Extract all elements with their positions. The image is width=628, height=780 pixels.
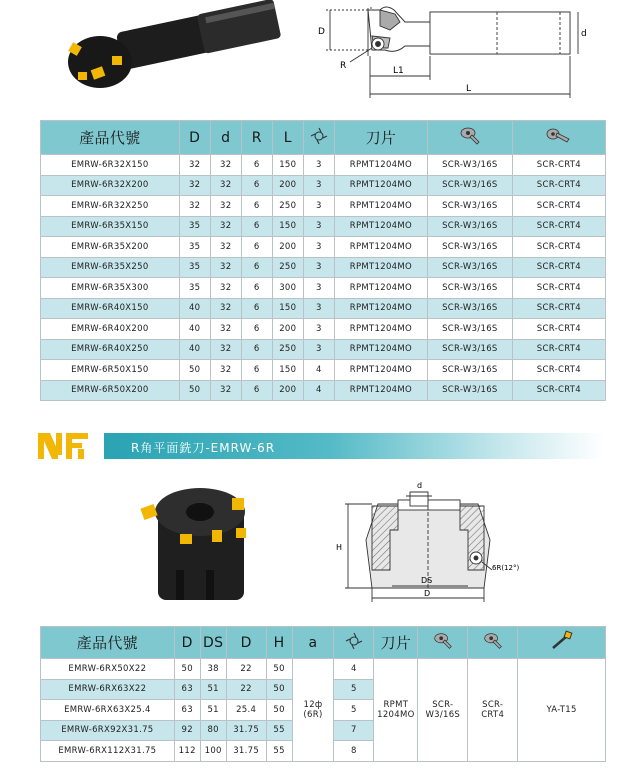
cell-code: EMRW-6R32X200: [41, 175, 180, 196]
cell-screw2: SCR-CRT4: [512, 257, 605, 278]
cell-code: EMRW-6RX63X25.4: [41, 700, 175, 721]
insert-screw-icon: [457, 125, 483, 147]
cell-code: EMRW-6R50X150: [41, 360, 180, 381]
cell-d: 32: [210, 278, 241, 299]
cell-H: 50: [266, 659, 292, 680]
cell-insert-merged: [374, 659, 418, 762]
table-row: [41, 278, 606, 299]
cell-screw: SCR-W3/16S: [427, 339, 512, 360]
header-a: a: [292, 627, 334, 659]
cell-screw2: SCR-CRT4: [512, 319, 605, 340]
cell-z: 3: [303, 319, 334, 340]
cell-DS: 38: [200, 659, 226, 680]
cell-L: 200: [272, 380, 303, 401]
dim-label-d: d: [581, 29, 587, 39]
cell-H: 55: [266, 720, 292, 741]
cell-D2: 22: [226, 659, 266, 680]
header-teeth: [303, 121, 334, 155]
table-row: [41, 155, 606, 176]
cell-d: 32: [210, 257, 241, 278]
cell-screw: SCR-W3/16S: [427, 380, 512, 401]
cell-z: 3: [303, 278, 334, 299]
cell-d: 32: [210, 298, 241, 319]
cell-z: 4: [303, 380, 334, 401]
cell-insert: RPMT1204MO: [334, 257, 427, 278]
cell-D: 35: [179, 257, 210, 278]
cell-insert: RPMT1204MO: [334, 319, 427, 340]
header-L: L: [272, 121, 303, 155]
cell-L: 200: [272, 319, 303, 340]
cell-D: 32: [179, 155, 210, 176]
clamp-screw-icon: [481, 630, 505, 652]
dim-label-d: d: [417, 481, 423, 490]
teeth-count-icon: [310, 127, 328, 145]
dim-label-6R: 6R(12°): [492, 564, 520, 572]
cell-z: 3: [303, 216, 334, 237]
cell-screw2: SCR-CRT4: [512, 237, 605, 258]
cell-screw: SCR-W3/16S: [427, 196, 512, 217]
table-row: [41, 339, 606, 360]
cell-insert: RPMT1204MO: [334, 237, 427, 258]
cell-code: EMRW-6R40X250: [41, 339, 180, 360]
cell-L: 150: [272, 298, 303, 319]
cell-DS: 80: [200, 720, 226, 741]
cell-d: 32: [210, 175, 241, 196]
cell-H: 55: [266, 741, 292, 762]
cell-screw2: SCR-CRT4: [512, 216, 605, 237]
cell-screw: SCR-W3/16S: [427, 319, 512, 340]
cell-D: 50: [179, 380, 210, 401]
cell-screw2: SCR-CRT4: [512, 360, 605, 381]
cell-screw: SCR-W3/16S: [427, 237, 512, 258]
wrench-icon: [549, 630, 575, 652]
dim-label-L1: L1: [393, 66, 404, 76]
header-teeth: [334, 627, 374, 659]
table-row: [41, 380, 606, 401]
header-product-code: 產品代號: [41, 627, 175, 659]
cell-D: 32: [179, 175, 210, 196]
cell-code: EMRW-6R40X200: [41, 319, 180, 340]
cell-R: 6: [241, 380, 272, 401]
cell-D: 35: [179, 216, 210, 237]
cell-R: 6: [241, 175, 272, 196]
dim-label-R: R: [340, 61, 347, 71]
cell-code: EMRW-6RX112X31.75: [41, 741, 175, 762]
insert-screw-icon: [431, 630, 455, 652]
cell-H: 50: [266, 679, 292, 700]
cell-R: 6: [241, 155, 272, 176]
header-H: H: [266, 627, 292, 659]
clamp-screw-icon: [545, 125, 573, 147]
cell-z: 4: [303, 360, 334, 381]
cell-z: 3: [303, 298, 334, 319]
table-row: [41, 298, 606, 319]
cell-z: 5: [334, 679, 374, 700]
cell-screw: SCR-W3/16S: [427, 298, 512, 319]
cell-screw-merged-line1: SCR-: [432, 699, 454, 710]
cell-D2: 25.4: [226, 700, 266, 721]
cell-wrench-merged-line1: YA-T15: [546, 704, 577, 715]
table-row: [41, 216, 606, 237]
cell-screw2: SCR-CRT4: [512, 175, 605, 196]
cell-screw: SCR-W3/16S: [427, 257, 512, 278]
cell-d: 32: [210, 380, 241, 401]
cell-screw: SCR-W3/16S: [427, 216, 512, 237]
cell-screw: SCR-W3/16S: [427, 278, 512, 299]
header-product-code: 產品代號: [41, 121, 180, 155]
header-clamp-screw: [468, 627, 518, 659]
banner-title: R角平面銑刀-EMRW-6R: [131, 441, 276, 455]
cell-code: EMRW-6R35X200: [41, 237, 180, 258]
cell-D: 92: [174, 720, 200, 741]
cell-z: 8: [334, 741, 374, 762]
cell-clamp-merged-line2: CRT4: [481, 709, 505, 720]
cell-code: EMRW-6R50X200: [41, 380, 180, 401]
cell-code: EMRW-6RX92X31.75: [41, 720, 175, 741]
end-mill-spec-table: [40, 120, 606, 401]
table-row: [41, 257, 606, 278]
teeth-count-icon: [345, 632, 363, 650]
table-row: [41, 196, 606, 217]
cell-z: 3: [303, 196, 334, 217]
header-blade: 刀片: [334, 121, 427, 155]
cell-d: 32: [210, 155, 241, 176]
cell-R: 6: [241, 196, 272, 217]
header-screw: [418, 627, 468, 659]
cell-L: 150: [272, 216, 303, 237]
cell-z: 3: [303, 339, 334, 360]
end-mill-illustration: [0, 0, 628, 118]
header-blade: 刀片: [374, 627, 418, 659]
cell-R: 6: [241, 216, 272, 237]
cell-insert: RPMT1204MO: [334, 339, 427, 360]
cell-screw2: SCR-CRT4: [512, 339, 605, 360]
cell-insert: RPMT1204MO: [334, 298, 427, 319]
cell-R: 6: [241, 339, 272, 360]
cell-insert: RPMT1204MO: [334, 380, 427, 401]
header-DS: DS: [200, 627, 226, 659]
table-header-row: [41, 121, 606, 155]
cell-R: 6: [241, 298, 272, 319]
cell-d: 32: [210, 339, 241, 360]
cell-screw: SCR-W3/16S: [427, 175, 512, 196]
cell-screw-merged: [418, 659, 468, 762]
cell-z: 4: [334, 659, 374, 680]
a-value-line1: 12ф: [303, 699, 323, 710]
cell-D: 40: [179, 298, 210, 319]
cell-code: EMRW-6RX63X22: [41, 679, 175, 700]
cell-z: 3: [303, 155, 334, 176]
cell-screw-merged-line2: W3/16S: [425, 709, 461, 720]
header-D: D: [174, 627, 200, 659]
cell-R: 6: [241, 278, 272, 299]
cell-D: 32: [179, 196, 210, 217]
end-mill-drawing: [326, 7, 578, 98]
cell-R: 6: [241, 257, 272, 278]
cell-clamp-merged: [468, 659, 518, 762]
cell-code: EMRW-6R35X150: [41, 216, 180, 237]
cell-DS: 51: [200, 700, 226, 721]
cell-D: 50: [174, 659, 200, 680]
face-mill-photo: [140, 488, 246, 600]
cell-R: 6: [241, 237, 272, 258]
cell-d: 32: [210, 319, 241, 340]
cell-d: 32: [210, 216, 241, 237]
header-clamp-screw: [512, 121, 605, 155]
dim-label-D: D: [318, 27, 325, 37]
end-mill-photo: [68, 0, 281, 88]
cell-D: 63: [174, 679, 200, 700]
cell-D2: 31.75: [226, 720, 266, 741]
header-screw: [427, 121, 512, 155]
cell-clamp-merged-line1: SCR-: [482, 699, 504, 710]
cell-screw: SCR-W3/16S: [427, 155, 512, 176]
cell-DS: 100: [200, 741, 226, 762]
cell-insert-merged-line2: 1204MO: [377, 709, 415, 720]
face-mill-spec-table: [40, 626, 606, 762]
cell-insert: RPMT1204MO: [334, 278, 427, 299]
dim-label-D: D: [424, 589, 431, 598]
cell-L: 150: [272, 360, 303, 381]
cell-z: 7: [334, 720, 374, 741]
header-D: D: [179, 121, 210, 155]
cell-insert: RPMT1204MO: [334, 360, 427, 381]
cell-D2: 22: [226, 679, 266, 700]
cell-d: 32: [210, 360, 241, 381]
cell-screw2: SCR-CRT4: [512, 278, 605, 299]
cell-z: 3: [303, 175, 334, 196]
cell-L: 200: [272, 237, 303, 258]
cell-D: 40: [179, 339, 210, 360]
cell-wrench-merged: [518, 659, 606, 762]
cell-code: EMRW-6R40X150: [41, 298, 180, 319]
header-R: R: [241, 121, 272, 155]
dim-label-DS: DS: [421, 576, 433, 585]
cell-L: 250: [272, 257, 303, 278]
cell-screw2: SCR-CRT4: [512, 298, 605, 319]
cell-insert: RPMT1204MO: [334, 196, 427, 217]
header-wrench: [518, 627, 606, 659]
table-row: [41, 175, 606, 196]
brand-logo: [36, 425, 96, 465]
cell-screw2: SCR-CRT4: [512, 155, 605, 176]
cell-L: 300: [272, 278, 303, 299]
cell-code: EMRW-6R35X250: [41, 257, 180, 278]
table-row: [41, 237, 606, 258]
cell-L: 250: [272, 196, 303, 217]
cell-D2: 31.75: [226, 741, 266, 762]
table-row: [41, 659, 606, 680]
cell-H: 50: [266, 700, 292, 721]
cell-screw: SCR-W3/16S: [427, 360, 512, 381]
cell-D: 112: [174, 741, 200, 762]
cell-D: 63: [174, 700, 200, 721]
cell-screw2: SCR-CRT4: [512, 196, 605, 217]
cell-DS: 51: [200, 679, 226, 700]
table-row: [41, 319, 606, 340]
cell-z: 3: [303, 237, 334, 258]
cell-code: EMRW-6R35X300: [41, 278, 180, 299]
cell-insert-merged-line1: RPMT: [383, 699, 409, 710]
dim-label-L: L: [466, 84, 472, 94]
cell-L: 150: [272, 155, 303, 176]
cell-L: 250: [272, 339, 303, 360]
cell-d: 32: [210, 196, 241, 217]
cell-insert: RPMT1204MO: [334, 216, 427, 237]
cell-code: EMRW-6R32X250: [41, 196, 180, 217]
cell-z: 5: [334, 700, 374, 721]
cell-insert: RPMT1204MO: [334, 155, 427, 176]
cell-z: 3: [303, 257, 334, 278]
header-d: d: [210, 121, 241, 155]
cell-screw2: SCR-CRT4: [512, 380, 605, 401]
table-row: [41, 360, 606, 381]
cell-D: 35: [179, 237, 210, 258]
cell-L: 200: [272, 175, 303, 196]
cell-R: 6: [241, 360, 272, 381]
cell-D: 50: [179, 360, 210, 381]
cell-d: 32: [210, 237, 241, 258]
cell-a-merged: [292, 659, 334, 762]
cell-D: 35: [179, 278, 210, 299]
table-header-row: [41, 627, 606, 659]
cell-code: EMRW-6RX50X22: [41, 659, 175, 680]
a-value-line2: (6R): [303, 709, 323, 720]
face-mill-drawing: [345, 492, 492, 602]
section-banner: [36, 425, 606, 465]
cell-code: EMRW-6R32X150: [41, 155, 180, 176]
dim-label-H: H: [336, 543, 343, 552]
face-mill-illustration: [0, 470, 628, 620]
cell-R: 6: [241, 319, 272, 340]
cell-insert: RPMT1204MO: [334, 175, 427, 196]
cell-D: 40: [179, 319, 210, 340]
header-D-bore: D: [226, 627, 266, 659]
